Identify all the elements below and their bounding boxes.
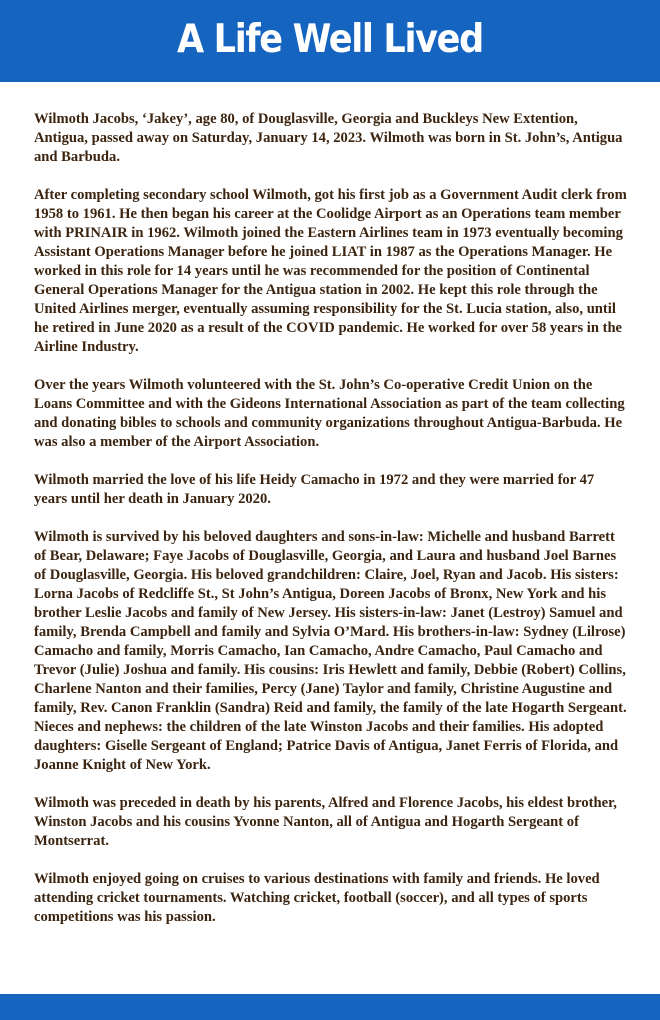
obituary-body — [34, 110, 630, 946]
page-title: A Life Well Lived — [177, 16, 483, 62]
paragraph-volunteering: Over the years Wilmoth volunteered with the St. John’s Co-operative Credit Union on the Loans Committee and with the Gideons International Association as part of the team collecting and donating bibles to schools and community organizations throughout Antigua-Barbuda. He was also a member of the Airport Association. — [34, 377, 625, 450]
paragraph-interests: Wilmoth enjoyed going on cruises to various destinations with family and friends. He loved attending cricket tournaments. Watching cricket, football (soccer), and all types of sports competitions was his passion. — [34, 871, 600, 925]
paragraph-intro: Wilmoth Jacobs, ‘Jakey’, age 80, of Douglasville, Georgia and Buckleys New Extention, Antigua, passed away on Saturday, January 14, 2023. Wilmoth was born in St. John’s, Antigua and Barbuda. — [34, 111, 623, 165]
paragraph-marriage: Wilmoth married the love of his life Heidy Camacho in 1972 and they were married for 47 years until her death in January 2020. — [34, 472, 595, 507]
paragraph-preceded: Wilmoth was preceded in death by his parents, Alfred and Florence Jacobs, his eldest brother, Winston Jacobs and his cousins Yvonne Nanton, all of Antigua and Hogarth Sergeant of Montserrat. — [34, 795, 617, 849]
paragraph-survivors: Wilmoth is survived by his beloved daughters and sons-in-law: Michelle and husband Barrett of Bear, Delaware; Faye Jacobs of Douglasville, Georgia, and Laura and husband Joel Barnes of Douglasville, Georgia. His beloved grandchildren: Claire, Joel, Ryan and Jacob. His sisters: Lorna Jacobs of Redcliffe St., St John’s Antigua, Doreen Jacobs of Bronx, New York and his brother Leslie Jacobs and family of New Jersey. His sisters-in-law: Janet (Lestroy) Samuel and family, Brenda Campbell and family and Sylvia O’Mard. His brothers-in-law: Sydney (Lilrose) Camacho and family, Morris Camacho, Ian Camacho, Andre Camacho, Paul Camacho and Trevor (Julie) Joshua and family. His cousins: Iris Hewlett and family, Debbie (Robert) Collins, Charlene Nanton and their families, Percy (Jane) Taylor and family, Christine Augustine and family, Rev. Canon Franklin (Sandra) Reid and family, the family of the late Hogarth Sergeant. Nieces and nephews: the children of the late Winston Jacobs and their families. His adopted daughters: Giselle Sergeant of England; Patrice Davis of Antigua, Janet Ferris of Florida, and Joanne Knight of New York. — [34, 529, 627, 773]
header-band — [0, 0, 660, 82]
footer-band — [0, 994, 660, 1020]
paragraph-career: After completing secondary school Wilmoth, got his first job as a Government Audit clerk from 1958 to 1961. He then began his career at the Coolidge Airport as an Operations team member with PRINAIR in 1962. Wilmoth joined the Eastern Airlines team in 1973 eventually becoming Assistant Operations Manager before he joined LIAT in 1987 as the Operations Manager. He worked in this role for 14 years until he was recommended for the position of Continental General Operations Manager for the Antigua station in 2002. He kept this role through the United Airlines merger, eventually assuming responsibility for the St. Lucia station, also, until he retired in June 2020 as a result of the COVID pandemic. He worked for over 58 years in the Airline Industry. — [34, 187, 627, 355]
